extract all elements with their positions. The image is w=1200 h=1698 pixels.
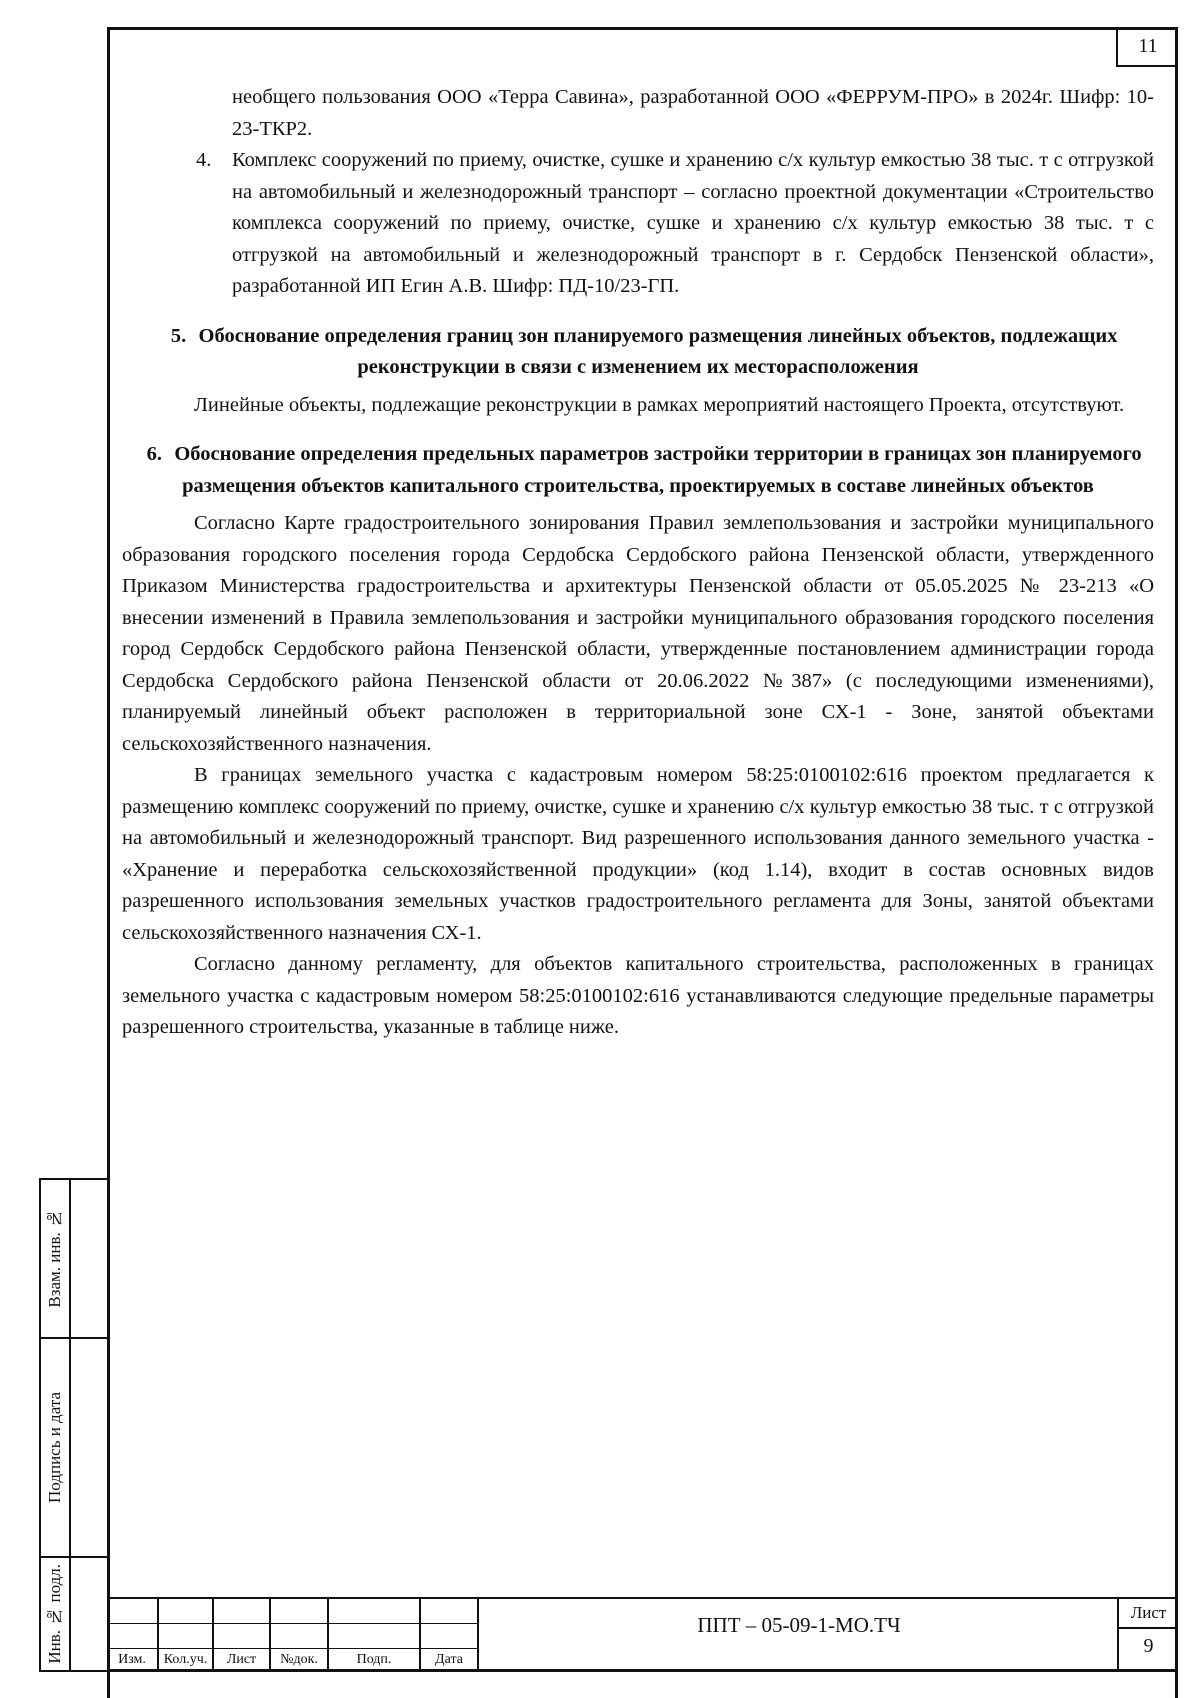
- section-6-paragraph-3: Согласно данному регламенту, для объектов капитального строительства, расположенных в границах земельного участка с кадастровым номером 58:25:0100102:616 устанавливаются следующие предельные параметры разрешенного строительства, указанные в таблице ниже.: [122, 953, 1154, 1038]
- list-item-4-number: 4.: [196, 149, 212, 171]
- section-6-paragraph-2: В границах земельного участка с кадастровым номером 58:25:0100102:616 проектом предлагается к размещению комплекс сооружений по приему, очистке, сушке и хранению с/х культур емкостью 38 тыс. т с отгрузкой на автомобильный и железнодорожный транспорт. Вид разрешенного использования данного земельного участка - «Хранение и переработка сельскохозяйственной продукции» (код 1.14), входит в состав основных видов разрешенного использования земельных участков градостроительного регламента для Зоны, занятой объектами сельскохозяйственного назначения СХ-1.: [122, 764, 1154, 944]
- section-5-text: Линейные объекты, подлежащие реконструкции в рамках мероприятий настоящего Проекта, отсутствуют.: [194, 393, 1125, 416]
- title-block: [107, 1597, 1178, 1672]
- section-6-paragraph-1: Согласно Карте градостроительного зонирования Правил землепользования и застройки муниципального образования городского поселения города Сердобска Сердобского района Пензенской области, утвержденного Приказом Министерства градостроительства и архитектуры Пензенской области от 05.05.2025 № 23-213 «О внесении изменений в Правила землепользования и застройки муниципального образования городского поселения город Сердобск Сердобского района Пензенской области, утвержденные постановлением администрации города Сердобска Сердобского района Пензенской области от 20.06.2022 №387» (с последующими изменениями), планируемый линейный объект расположен в территориальной зоне СХ-1 - Зоне, занятой объектами сельскохозяйственного назначения.: [122, 512, 1154, 755]
- section-5-number: 5.: [170, 324, 187, 347]
- side-label-podpis: Подпись и дата: [45, 1392, 64, 1503]
- section-6-heading: [122, 439, 1154, 502]
- side-label-vzam: Взам. инв. №: [45, 1209, 64, 1308]
- section-6-title: Обоснование определения предельных параметров застройки территории в границах зон планируемого размещения объектов капитального строительства, проектируемых в составе линейных объектов: [174, 443, 1142, 497]
- page-number: 11: [1138, 34, 1158, 57]
- stamp-col-kol-uch: Кол.уч.: [163, 1652, 208, 1667]
- section-6-number: 6.: [146, 443, 163, 465]
- side-label-inv: Инв. № подл.: [45, 1564, 64, 1664]
- sheet-label: Лист: [1130, 1603, 1167, 1622]
- list-item-4-text: Комплекс сооружений по приему, очистке, сушке и хранению с/х культур емкостью 38 тыс. т с отгрузкой на автомобильный и железнодорожный транспорт – согласно проектной документации «Строительство комплекса сооружений по приему, очистке, сушке и хранению с/х культур емкостью 38 тыс. т с отгрузкой на автомобильный и железнодорожный транспорт в г. Сердобск Пензенской области», разработанной ИП Егин А.В. Шифр: ПД-10/23-ГП.: [232, 149, 1154, 297]
- section-5-title: Обоснование определения границ зон планируемого размещения линейных объектов, подлежащих реконструкции в связи с изменением их месторасположения: [198, 324, 1118, 378]
- document-body: [122, 82, 1154, 1044]
- page-number-box: [1116, 27, 1178, 67]
- stamp-col-data: Дата: [435, 1652, 463, 1667]
- document-code: ППТ – 05-09-1-МО.ТЧ: [697, 1613, 901, 1637]
- list-item-4: [122, 145, 1154, 303]
- stamp-col-list: Лист: [226, 1652, 257, 1667]
- side-strip-podpis: [39, 1337, 107, 1558]
- list-item-3-continuation: необщего пользования ООО «Терра Савина», разработанной ООО «ФЕРРУМ-ПРО» в 2024г. Шифр: 10-23-ТКР2.: [232, 86, 1154, 140]
- sheet-number: 9: [1143, 1635, 1154, 1657]
- stamp-col-ndok: №док.: [280, 1652, 318, 1667]
- side-strip-inv: [39, 1556, 107, 1672]
- side-strip-vzam: [39, 1178, 107, 1339]
- stamp-col-podp: Подп.: [356, 1652, 392, 1667]
- stamp-col-izm: Изм.: [118, 1652, 146, 1667]
- section-5-heading: [122, 321, 1154, 384]
